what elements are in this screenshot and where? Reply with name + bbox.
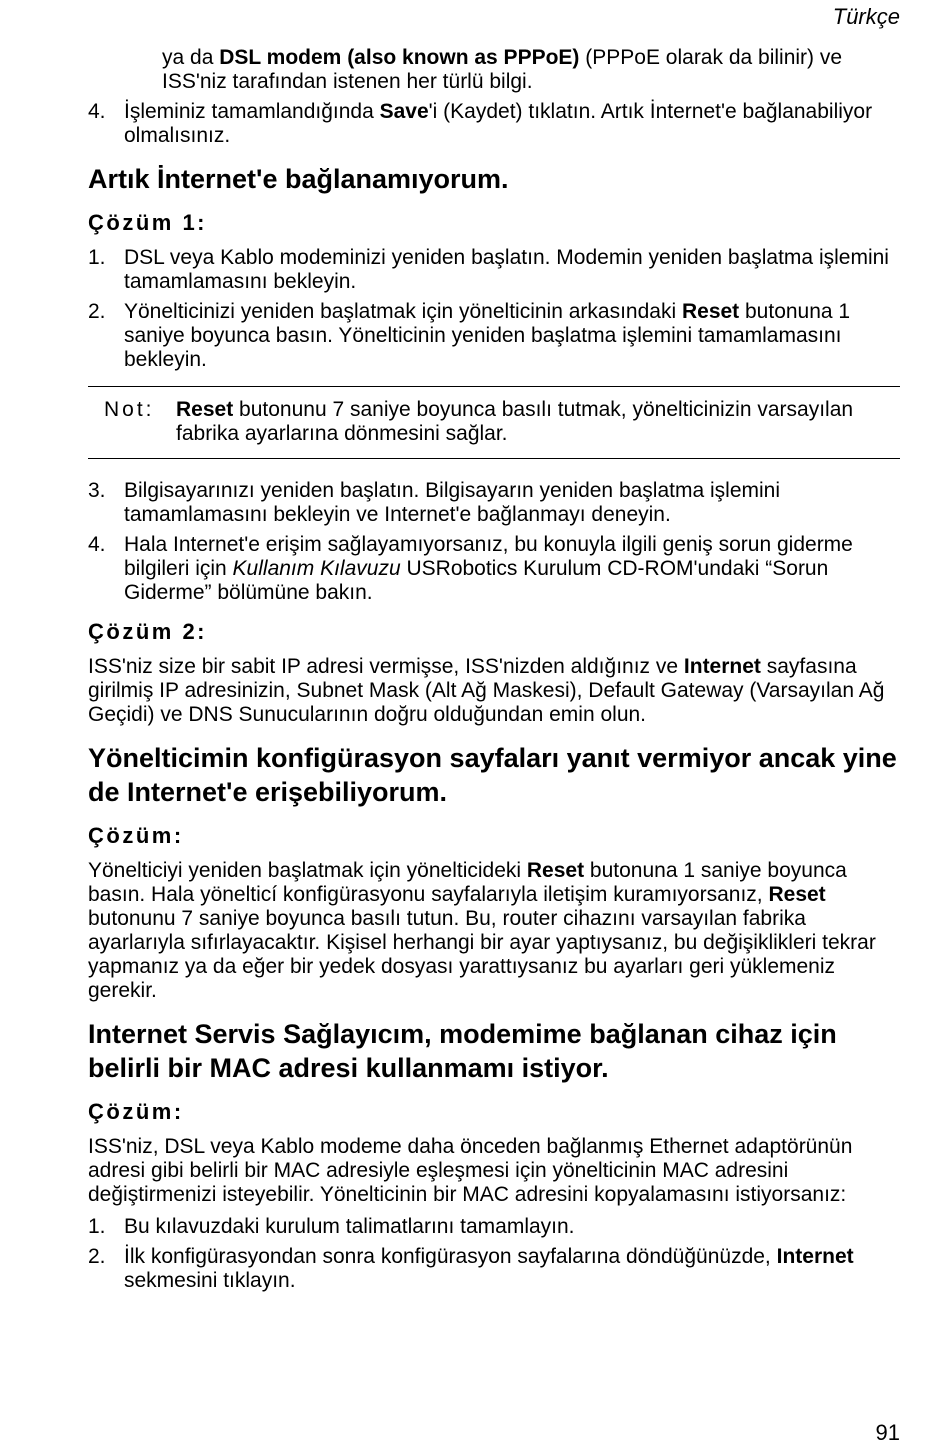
solution-heading: Çözüm: [88,1099,184,1124]
note-label: Not: [104,398,155,421]
text-run: sayfasına girilmiş IP adresinizin, Subnet Mask (Alt Ağ Maskesi), Default Gateway (Varsayılan Ağ Geçidi) ve DNS Sunucularının doğru olduğundan emin olun. [88,655,885,726]
section-heading: Internet Servis Sağlayıcım, modemime bağlanan cihaz için belirli bir MAC adresi kullanmamı istiyor. [88,1019,837,1083]
text-run: 'i (Kaydet) tıklatın. Artık İnternet'e bağlanabiliyor olmalısınız. [124,100,873,147]
item-number: 4. [88,100,106,123]
text-run: butonunu 7 saniye boyunca basılı tutmak, yönelticinizin varsayılan fabrika ayarlarına dönmesini sağlar. [176,398,854,445]
item-text: Bu kılavuzdaki kurulum talimatlarını tamamlayın. [124,1215,575,1238]
item-text [124,100,900,148]
solution-heading: Çözüm 2: [88,619,207,644]
list-item [88,1215,900,1239]
item-number: 1. [88,246,106,269]
text-run: Yönelticiyi yeniden başlatmak için yönelticideki [88,859,527,882]
list-item [88,300,900,372]
item-text: DSL veya Kablo modeminizi yeniden başlatın. Modemin yeniden başlatma işlemini tamamlamasını bekleyin. [124,246,889,293]
solution-heading: Çözüm 1: [88,210,207,235]
paragraph [88,859,900,1003]
item-text [124,1245,900,1293]
text-run: Hala Internet'e erişim sağlayamıyorsanız, bu konuyla ilgili geniş sorun giderme bilgileri için [124,533,853,580]
bold-term: Save [379,100,429,123]
section-heading: Yönelticimin konfigürasyon sayfaları yanıt vermiyor ancak yine de Internet'e erişebiliyorum. [88,743,897,807]
list-item [88,479,900,527]
bold-term: Reset [681,300,740,323]
item-text [124,533,900,605]
list-item [88,533,900,605]
bold-term: Internet [683,655,761,678]
item-number: 1. [88,1215,106,1238]
note-box [88,386,900,459]
text-run: İlk konfigürasyondan sonra konfigürasyon sayfalarına döndüğünüzde, [124,1245,777,1268]
item-number: 3. [88,479,106,502]
bold-term: Reset [526,859,585,882]
paragraph [88,655,900,727]
text-run: butonuna 1 saniye boyunca basın. Hala yönelticí konfigürasyonu sayfalarıyla iletişim kuramıyorsanız, [88,859,847,906]
item-number: 2. [88,300,106,323]
text-run: butonuna 1 saniye boyunca basın. Yönelticinin yeniden başlatma işlemini tamamlamasını bekleyin. [124,300,851,371]
text-run: sekmesini tıklayın. [124,1269,296,1292]
item-text [124,300,900,372]
text-run: ya da [162,46,220,69]
page-number: 91 [875,1420,900,1445]
page-content [88,46,900,1299]
paragraph: ISS'niz, DSL veya Kablo modeme daha önceden bağlanmış Ethernet adaptörünün adresi gibi belirli bir MAC adresiyle eşleşmesi için yönelticinin MAC adresini değiştirmenizi isteyebilir. Yönelticinin bir MAC adresini kopyalamasını istiyorsanız: [88,1135,853,1206]
item-text: Bilgisayarınızı yeniden başlatın. Bilgisayarın yeniden başlatma işlemini tamamlamasını bekleyin ve Internet'e bağlanmayı deneyin. [124,479,781,526]
bold-term: Internet [776,1245,854,1268]
text-run: İşleminiz tamamlandığında [124,100,380,123]
list-item [88,1245,900,1293]
item-number: 4. [88,533,106,556]
solution-heading: Çözüm: [88,823,184,848]
continued-paragraph [88,46,900,94]
italic-term: Kullanım Kılavuzu [232,557,401,580]
list-item [88,100,900,148]
note-text [176,398,900,446]
bold-term: Reset [768,883,826,906]
bold-term: DSL modem (also known as PPPoE) [219,46,580,69]
text-run: ISS'niz size bir sabit IP adresi vermişse, ISS'nizden aldığınız ve [88,655,684,678]
text-run: Yönelticinizi yeniden başlatmak için yönelticinin arkasındaki [124,300,682,323]
list-item [88,246,900,294]
item-number: 2. [88,1245,106,1268]
text-run: butonunu 7 saniye boyunca basılı tutun. Bu, router cihazını varsayılan fabrika ayarlarıyla sıfırlayacaktır. Kişisel herhangi bir ayar yaptıysanız, bu değişiklikleri tekrar yapmanız ya da eğer bir yedek dosyası yarattıysanız bu ayarları geri yüklemeniz gerekir. [88,907,876,1002]
section-heading: Artık İnternet'e bağlanamıyorum. [88,164,509,194]
text-run: (PPPoE olarak da bilinir) ve ISS'niz tarafından istenen her türlü bilgi. [162,46,843,93]
text-run: USRobotics Kurulum CD-ROM'undaki “Sorun Giderme” bölümüne bakın. [124,557,829,604]
language-label: Türkçe [832,4,900,29]
bold-term: Reset [176,398,234,421]
